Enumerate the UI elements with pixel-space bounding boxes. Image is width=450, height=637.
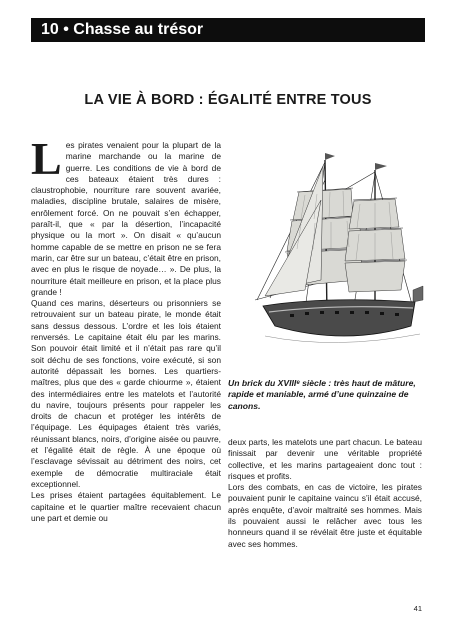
paragraph-3: Les prises étaient partagées équitablement. Le capitaine et le quartier maître recevaient chacun une part et demie ou — [31, 490, 221, 523]
paragraph-4: deux parts, les matelots une part chacun. Le bateau finissait par devenir une véritable propriété collective, et les marins partageaient donc tout : risques et profits. — [228, 437, 422, 481]
chapter-header — [31, 18, 425, 42]
chapter-title: 10 • Chasse au trésor — [41, 21, 204, 38]
paragraph-5: Lors des combats, en cas de victoire, les pirates pouvaient punir le capitaine vaincu s’il était accusé, après enquête, d’avoir maltraité ses hommes. Mais ils pouvaient aussi le relâcher avec tous les honneurs quand il se révélait être juste et équitable avec ses hommes. — [228, 482, 422, 549]
brig-ship-illustration — [235, 140, 425, 372]
figure-caption: Un brick du XVIIIᵉ siècle : très haut de mâture, rapide et maniable, armé d’une quinzaine de canons. — [228, 378, 416, 411]
left-column — [31, 133, 221, 524]
drop-cap: L — [31, 133, 62, 184]
paragraph-1-text: es pirates venaient pour la plupart de la marine marchande ou la marine de guerre. Les conditions de vie à bord de ces bateaux étaient très dures : claustrophobie, nourriture rare souvent avariée, maladies, discipline brutale, salaires de misère, enrôlement forcé. On ne pouvait s’en échapper, paraît-il, que « par la désertion, l’incapacité physique ou la mort ». On disait « qu’aucun homme capable de se mettre en prison ne se fera marin, car être sur un bateau, c’était être en prison, avec en plus le risque de noyade… ». De plus, la nourriture était meilleure en prison, et la place plus grande ! — [31, 140, 221, 297]
section-title: LA VIE À BORD : ÉGALITÉ ENTRE TOUS — [84, 92, 372, 108]
page-number: 41 — [413, 604, 422, 613]
paragraph-2: Quand ces marins, déserteurs ou prisonniers se retrouvaient sur un bateau pirate, le monde était sans dessus dessous. L’ordre et les lois étaient renversés. Le capitaine était élu par les marins. Son pouvoir était limité et il n’était pas rare qu’il soit déchu de ses fonctions, voire exécuté, si son autorité dépassait les bornes. Les quartiers-maîtres, plus que des « garde chiourme », étaient des intermédiaires entre les matelots et l’autorité du navire, toujours présents pour rappeler les droits de chacun et protéger les intérêts de l’équipage. Les équipages étaient très variés, réunissant blancs, noirs, d’origine aisée ou pauvre, et l’égalité était de règle. À une époque où l’esclavage sévissait au détriment des noirs, cet exemple de démocratie multiraciale était exceptionnel. — [31, 298, 221, 489]
right-column — [228, 437, 422, 550]
paragraph-1 — [31, 133, 221, 298]
